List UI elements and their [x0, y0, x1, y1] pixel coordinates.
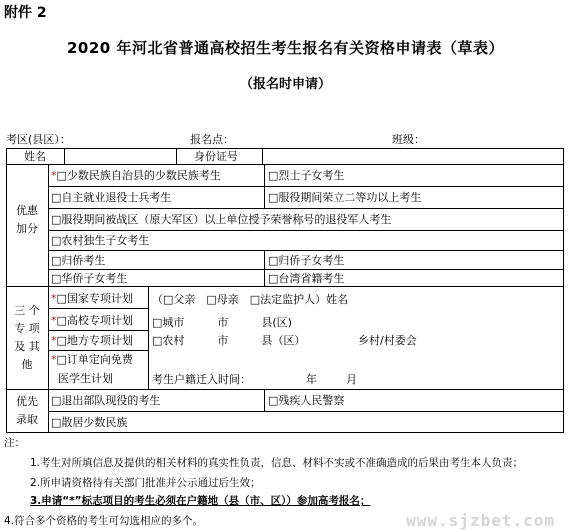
- form-title: 2020 年河北省普通高校招生考生报名有关资格申请表（草表）: [67, 39, 504, 57]
- name-field[interactable]: [65, 149, 175, 163]
- bonus-rural-only-child-item[interactable]: □农村独生子女考生: [51, 234, 150, 247]
- bonus-returned-overseas-item[interactable]: □归侨考生: [51, 254, 106, 267]
- id-number-label: 身份证号: [194, 150, 238, 163]
- note-1: 1.考生对所填信息及提供的相关材料的真实性负责，信息、材料不实或不准确造成的后果由考生本人负责；: [30, 457, 524, 469]
- application-form-table: [6, 148, 564, 433]
- bonus-martyr-children-item[interactable]: □烈士子女考生: [268, 169, 345, 182]
- national-special-plan-item[interactable]: *□国家专项计划: [51, 292, 133, 305]
- name-label: 姓名: [24, 150, 46, 163]
- priority-retired-military-item[interactable]: □退出部队现役的考生: [51, 394, 161, 407]
- priority-section-label: 优先 录取: [16, 395, 38, 426]
- registration-site-label: 报名点：: [190, 133, 234, 146]
- city-hukou-line[interactable]: □城市 市 县(区): [152, 316, 292, 329]
- rural-hukou-line[interactable]: □农村 市 县（区）: [152, 334, 306, 347]
- local-special-plan-item[interactable]: *□地方专项计划: [51, 334, 133, 347]
- attachment-label: 附件 2: [4, 5, 47, 21]
- month-label: 月: [346, 373, 357, 386]
- bonus-taiwan-native-item[interactable]: □台湾省籍考生: [268, 272, 345, 285]
- note-2: 2.所申请资格待有关部门批准并公示通过后生效；: [30, 477, 261, 489]
- plans-section-label: 三 个 专 项 及 其 他: [14, 304, 40, 371]
- priority-scattered-minority-item[interactable]: □散居少数民族: [51, 416, 128, 429]
- form-subtitle: （报名时申请）: [239, 77, 331, 92]
- bonus-honorary-veteran-item[interactable]: □服役期间被战区（原大军区）以上单位授予荣誉称号的退役军人考生: [51, 213, 392, 226]
- year-label: 年: [306, 373, 317, 386]
- guardian-line[interactable]: （□父亲 □母亲 □法定监护人）姓名: [152, 293, 349, 306]
- bonus-returned-overseas-children-item[interactable]: □归侨子女考生: [268, 254, 345, 267]
- exam-district-label: 考区(县区）：: [6, 133, 71, 146]
- class-label: 班级：: [392, 133, 425, 146]
- priority-disabled-police-item[interactable]: □残疾人民警察: [268, 394, 345, 407]
- bonus-minority-county-item[interactable]: *□少数民族自治县的少数民族考生: [51, 169, 221, 182]
- bonus-overseas-chinese-children-item[interactable]: □华侨子女考生: [51, 272, 128, 285]
- id-number-field[interactable]: [263, 149, 563, 163]
- university-special-plan-item[interactable]: *□高校专项计划: [51, 314, 133, 327]
- bonus-section-label: 优惠 加分: [16, 204, 38, 235]
- village-label: 乡村/村委会: [358, 334, 417, 347]
- notes-heading: 注：: [4, 437, 25, 449]
- hukou-move-in-label: 考生户籍迁入时间：: [152, 373, 251, 386]
- free-medical-plan-item[interactable]: *□订单定向免费: [51, 353, 133, 366]
- site-watermark: www.sjzbet.com: [406, 511, 555, 530]
- free-medical-plan-item-cont: 医学生计划: [58, 372, 113, 385]
- note-4: 4.符合多个资格的考生可勾选相应的多个。: [4, 515, 204, 527]
- bonus-merit-service-item[interactable]: □服役期间荣立二等功以上考生: [268, 191, 422, 204]
- note-3: 3.申请“*”标志项目的考生必须在户籍地（县（市、区））参加高考报名；: [30, 495, 371, 507]
- bonus-retired-soldier-item[interactable]: □自主就业退役士兵考生: [51, 191, 172, 204]
